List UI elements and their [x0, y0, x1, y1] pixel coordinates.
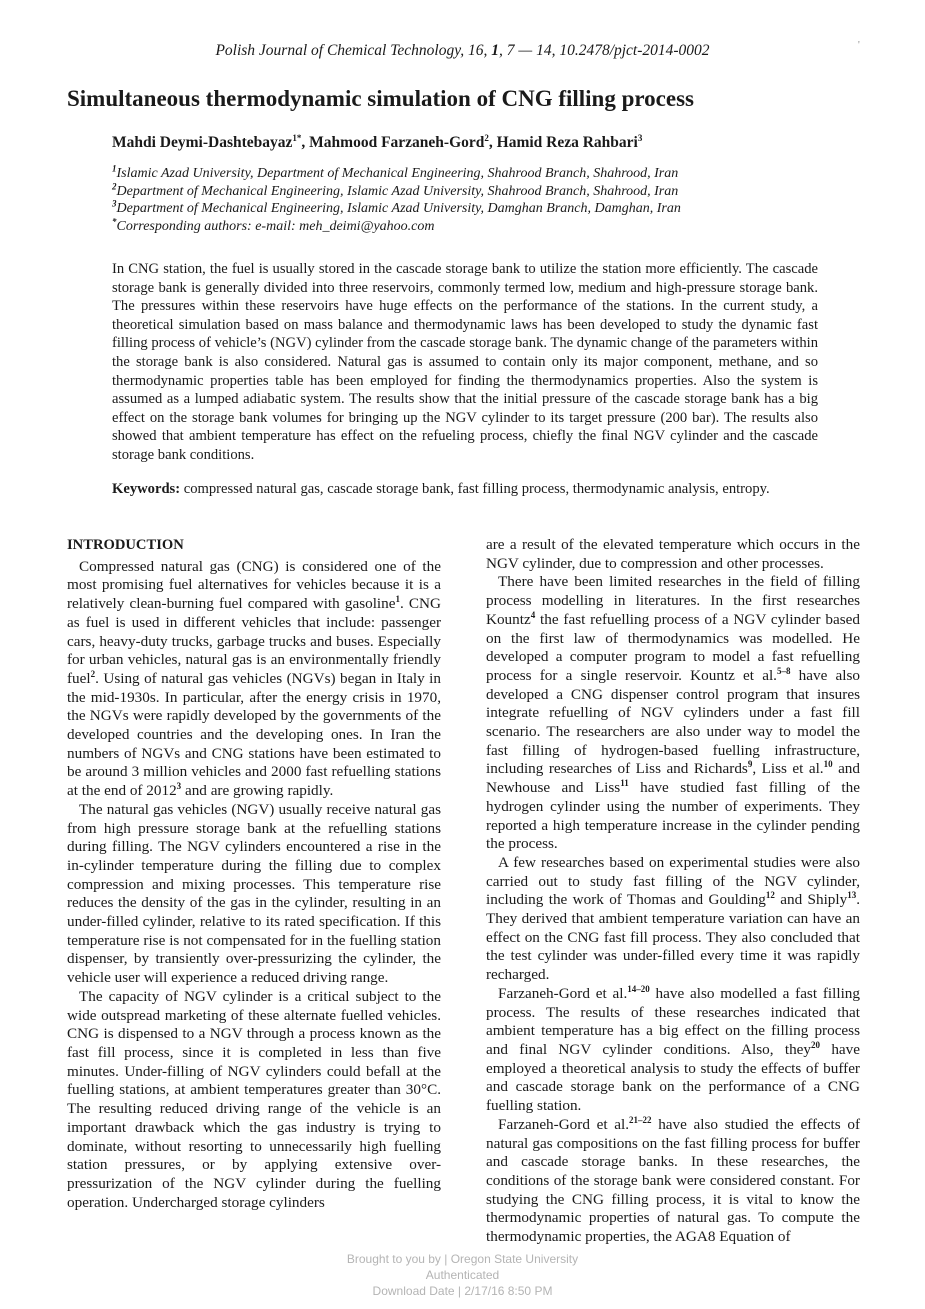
journal-pages-doi: , 7 — 14, 10.2478/pjct-2014-0002	[499, 42, 710, 59]
download-watermark-line: Authenticated	[425, 1268, 500, 1282]
keywords-label: Keywords:	[112, 481, 181, 497]
body-paragraph: The natural gas vehicles (NGV) usually receive natural gas from high pressure storage bank at the refuelling stations during filling. The NGV cylinders encountered a rise in the in-cylinder temperature during the filling due to complex compression and mixing processes. This temperature rise reduces the density of the gas in the cylinder, resulting in an under-filled cylinder, relative to its rated specification. If this temperature rise is not compensated for in the fuelling station dispenser, by transiently over-pressurizing the cylinder, the vehicle user will experience a reduced driving range.	[67, 800, 441, 987]
affiliation-text: Department of Mechanical Engineering, Islamic Azad University, Shahrood Branch, Shahrood, Iran	[116, 183, 679, 199]
journal-header	[0, 42, 925, 60]
affiliation	[112, 200, 681, 218]
author-separator: ,	[488, 134, 497, 151]
citation-ref: 21–22	[629, 1114, 652, 1125]
corner-mark: '	[858, 40, 860, 51]
affiliation	[112, 180, 681, 201]
citation-ref: 5–8	[776, 665, 791, 676]
keywords	[112, 480, 818, 499]
affiliation-mark: 2	[112, 180, 117, 191]
corresponding-author-text: Corresponding authors: e-mail: meh_deimi@yahoo.com	[116, 218, 435, 234]
affiliation-mark: 1	[112, 163, 117, 174]
body-paragraph: Farzaneh-Gord et al.$^{14-20}$ have also modelled a fast filling process. The results of these researches indicated that ambient temperature has a big effect on the filling process and final NGV cylinder conditions. Also, they$^{20}$ have employed a theoretical analysis to study the effects of buffer and cascade storage bank on the performance of a CNG fuelling station.	[486, 983, 860, 1115]
body-paragraph: There have been limited researches in the field of filling process modelling in literatures. In the first researches Kountz$^4$ the fast refuelling process of a NGV cylinder based on the first law of thermodynamics was modelled. He developed a computer program to model a fast refuelling process for a single reservoir. Kountz et al.$^{5-8}$ have also developed a CNG dispenser control program that insures integrate refuelling of NGV cylinders under a fast fill scenario. The researchers are also under way to model the fast filling of hydrogen-based fuelling infrastructure, including researches of Liss and Richards$^9$, Liss et al.$^{10}$ and Newhouse and Liss$^{11}$ have studied fast filling of the hydrogen cylinder using the number of experiments. They reported a high temperature increase in the cylinder pending the process.	[486, 573, 861, 853]
download-watermark-line: Download Date | 2/17/16 8:50 PM	[372, 1284, 553, 1298]
keywords-text: compressed natural gas, cascade storage bank, fast filling process, thermodynamic analysis, entropy.	[180, 481, 770, 497]
citation-ref: 1	[395, 594, 400, 605]
body-paragraph: The capacity of NGV cylinder is a critical subject to the wide outspread marketing of these alternate fuelled vehicles. CNG is dispensed to a NGV through a process known as the fast fill process, since it is completed in less than five minutes. Under-filling of NGV cylinders could befall at the fuelling stations, at ambient temperatures greater than 30°C. The resulting reduced driving range of the vehicle is an important drawback which the gas industry is trying to dominate, without resorting to unnecessarily high fuelling station pressures, or by applying extensive over-pressurization of the NGV cylinder during the fuelling operation. Undercharged storage cylinders	[67, 987, 441, 1211]
body-paragraph: Farzaneh-Gord et al.$^{21-22}$ have also studied the effects of natural gas compositions on the fast filling process for buffer and cascade storage banks. In these researches, the conditions of the storage bank were considered constant. For studying the CNG filling process, it is vital to know the thermodynamic properties of natural gas. To compute the thermodynamic properties, the AGA8 Equation of	[486, 1114, 860, 1246]
column-left	[67, 536, 441, 1212]
paper-title: Simultaneous thermodynamic simulation of CNG filling process	[67, 86, 694, 111]
abstract: In CNG station, the fuel is usually stored in the cascade storage bank to utilize the station more efficiently. The cascade storage bank is generally divided into three reservoirs, commonly termed low, medium and high-pressure storage bank. The pressures within these reservoirs have huge effects on the performance of the stations. In the current study, a theoretical simulation based on mass balance and thermodynamic laws has been developed to study the dynamic fast filling process of vehicle’s (NGV) cylinder from the cascade storage bank. The dynamic change of the parameters within the storage bank is also considered. Natural gas is assumed to contain only its major component, methane, and so thermodynamic properties table has been employed for finding the thermodynamics properties. Also the system is assumed as a lumped adiabatic system. The results show that the initial pressure of the cascade storage bank has a big effect on the storage bank volumes for bringing up the NGV cylinder to its target pressure (200 bar). The results also showed that ambient temperature has effect on the refueling process, chiefly the final NGV cylinder and the cascade storage bank conditions.	[112, 261, 818, 463]
author-list	[112, 134, 642, 152]
body-paragraph: A few researches based on experimental studies were also carried out to study fast filling of the NGV cylinder, including the work of Thomas and Goulding$^{12}$ and Shiply$^{13}$. They derived that ambient temperature variation can have an effect on the CNG fast fill process. They also concluded that the test cylinder was under-filled every time it was rapidly recharged.	[486, 853, 860, 984]
affiliation-text: Islamic Azad University, Department of Mechanical Engineering, Shahrood Branch, Shahrood, Iran	[116, 166, 679, 181]
body-paragraph: Compressed natural gas (CNG) is considered one of the most promising fuel alternatives for vehicles because it is a relatively clean-burning fuel compared with gasoline$^1$. CNG as fuel is used in different vehicles that include: passenger cars, heavy-duty trucks, garbage trucks and buses. Especially for urban vehicles, natural gas is an environmentally friendly fuel$^2$. Using of natural gas vehicles (NGVs) began in Italy in the mid-1930s. In particular, after the energy crisis in 1970, the NGVs were rapidly developed by the governments of the developed countries and the developing ones. In Iran the numbers of NGVs and CNG stations have been estimated to be around 3 million vehicles and 2000 fast refuelling stations at the end of 2012$^3$ and are growing rapidly.	[67, 557, 441, 800]
corresponding-author	[112, 215, 681, 236]
affiliation	[112, 165, 681, 183]
author-name: Hamid Reza Rahbari	[496, 134, 638, 151]
citation-ref: 13	[847, 890, 857, 901]
author-name: Mahdi Deymi-Dashtebayaz	[112, 134, 293, 151]
download-watermark-line: Brought to you by | Oregon State University	[346, 1252, 579, 1266]
author-name: Mahmood Farzaneh-Gord	[309, 134, 485, 151]
section-heading: INTRODUCTION	[67, 537, 184, 553]
journal-issue: 1	[491, 42, 500, 59]
citation-ref: 10	[823, 759, 833, 770]
citation-ref: 11	[620, 778, 629, 789]
citation-ref: 20	[811, 1039, 820, 1050]
citation-ref: 9	[747, 759, 753, 770]
journal-name: Polish Journal of Chemical Technology, 16,	[215, 42, 492, 59]
affiliation-list	[112, 165, 681, 235]
citation-ref: 2	[90, 668, 96, 679]
affiliation-mark: *	[112, 215, 117, 226]
affiliation-text: Department of Mechanical Engineering, Islamic Azad University, Damghan Branch, Damghan, Iran	[116, 201, 681, 216]
citation-ref: 4	[530, 609, 536, 620]
author-separator: ,	[301, 134, 310, 151]
citation-ref: 14–20	[627, 983, 650, 994]
author-affiliation-mark: 1*	[292, 132, 302, 143]
author-affiliation-mark: 2	[484, 132, 489, 143]
citation-ref: 12	[765, 890, 775, 901]
citation-ref: 3	[176, 781, 182, 792]
body-paragraph: are a result of the elevated temperature which occurs in the NGV cylinder, due to compression and other processes.	[486, 536, 860, 572]
affiliation-mark: 3	[112, 198, 117, 209]
column-right	[486, 536, 860, 1247]
author-affiliation-mark: 3	[637, 132, 643, 143]
